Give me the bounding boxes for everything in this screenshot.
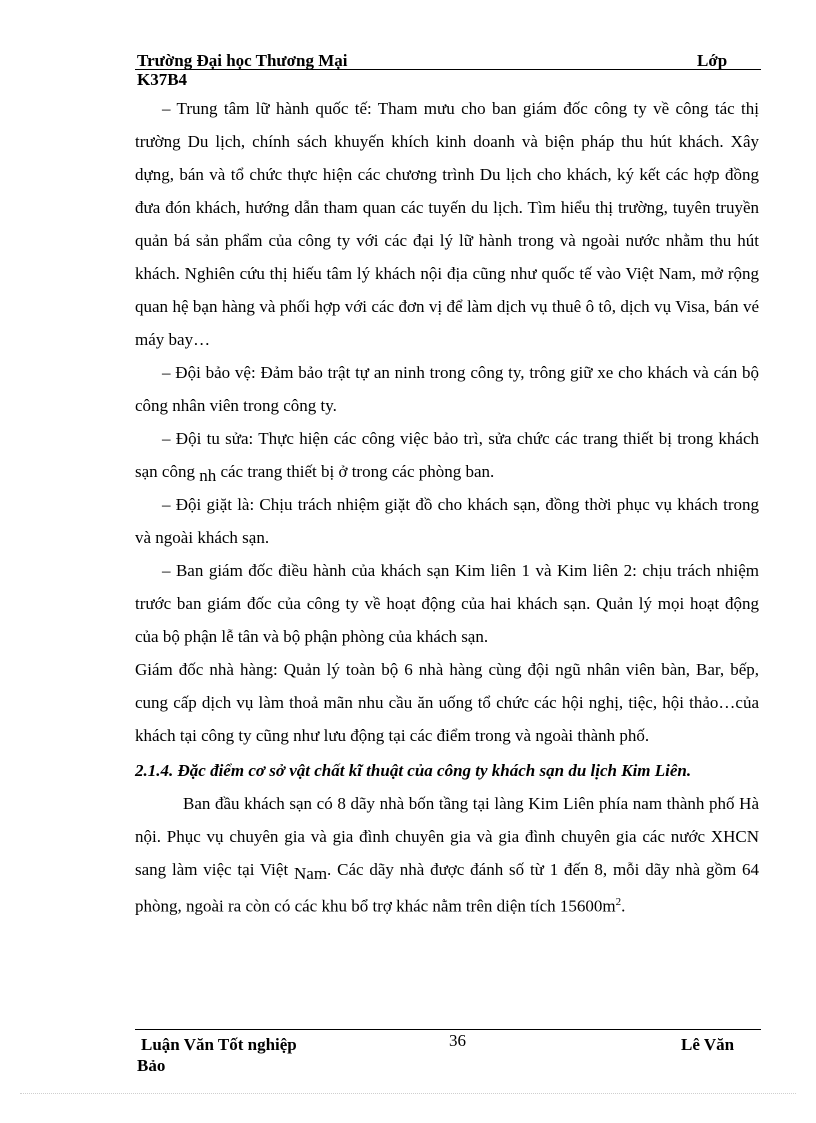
paragraph-restaurant-director: Giám đốc nhà hàng: Quản lý toàn bộ 6 nhà hàng cùng đội ngũ nhân viên bàn, Bar, bếp, cung cấp dịch vụ làm thoả mãn nhu cầu ăn uống tổ chức các hội nghị, tiệc, hội thảo…của khách tại công ty cũng như lưu động tại các điểm trong và ngoài thành phố. (135, 660, 759, 745)
class-label: Lớp (697, 51, 728, 70)
school-name: Trường Đại học Thương Mại (137, 51, 348, 70)
subscript-fragment: Nam (294, 864, 328, 883)
text-segment: . (621, 896, 626, 916)
footer-rule (135, 1029, 761, 1030)
text-segment: các trang thiết bị ở trong các phòng ban. (216, 462, 495, 481)
footer-author-cont: Bảo (137, 1056, 166, 1075)
superscript: 2 (615, 896, 622, 908)
document-body (135, 92, 759, 923)
page-bottom-divider (20, 1093, 796, 1094)
page-number: 36 (449, 1031, 466, 1050)
paragraph-repair-team (135, 422, 759, 488)
text-segment: . Các dãy nhà được đánh số từ 1 đến 8, mỗi dãy nhà gồm 64 phòng, ngoài ra còn có các khu bổ trợ khác nằm trên diện tích 15600m (135, 860, 759, 916)
class-code: K37B4 (137, 70, 188, 89)
paragraph-hotel-management: – Ban giám đốc điều hành của khách sạn Kim liên 1 và Kim liên 2: chịu trách nhiệm trước ban giám đốc của công ty về hoạt động của hai khách sạn. Quản lý mọi hoạt động của bộ phận lễ tân và bộ phận phòng của khách sạn. (135, 561, 759, 646)
paragraph-laundry-team: – Đội giặt là: Chịu trách nhiệm giặt đồ cho khách sạn, đồng thời phục vụ khách trong và ngoài khách sạn. (135, 495, 759, 547)
text-segment: Ban đầu khách sạn có 8 dãy nhà bốn tầng tại làng Kim Liên phía nam thành phố Hà nội. Phục vụ chuyên gia và gia đình chuyên gia và gia đình chuyên gia các nước XHCN sang làm việc tại Việt (135, 794, 759, 879)
subscript-fragment: nh (199, 466, 217, 485)
paragraph-security-team: – Đội bảo vệ: Đảm bảo trật tự an ninh trong công ty, trông giữ xe cho khách và cán bộ công nhân viên trong công ty. (135, 363, 759, 415)
header-rule (135, 69, 761, 70)
footer-author: Lê Văn (681, 1035, 735, 1054)
footer-title: Luận Văn Tốt nghiệp (141, 1035, 297, 1054)
paragraph-facilities (135, 787, 759, 923)
paragraph-travel-center: – Trung tâm lữ hành quốc tế: Tham mưu cho ban giám đốc công ty về công tác thị trường Du lịch, chính sách khuyến khích kinh doanh và biện pháp thu hút khách. Xây dựng, bán và tổ chức thực hiện các chương trình Du lịch cho khách, ký kết các hợp đồng đưa đón khách, hướng dẫn tham quan các tuyến du lịch. Tìm hiểu thị trường, tuyên truyền quản bá sản phẩm của công ty với các đại lý lữ hành trong và ngoài nước nhằm thu hút khách. Nghiên cứu thị hiếu tâm lý khách nội địa cũng như quốc tế vào Việt Nam, mở rộng quan hệ bạn hàng và phối hợp với các đơn vị để làm dịch vụ thuê ô tô, dịch vụ Visa, bán vé máy bay… (135, 99, 759, 349)
section-heading: 2.1.4. Đặc điểm cơ sở vật chất kĩ thuật của công ty khách sạn du lịch Kim Liên. (135, 761, 692, 780)
text-segment: – Đội tu sửa: Thực hiện các công việc bảo trì, sửa chức các trang thiết bị trong khách sạn công (135, 429, 759, 481)
